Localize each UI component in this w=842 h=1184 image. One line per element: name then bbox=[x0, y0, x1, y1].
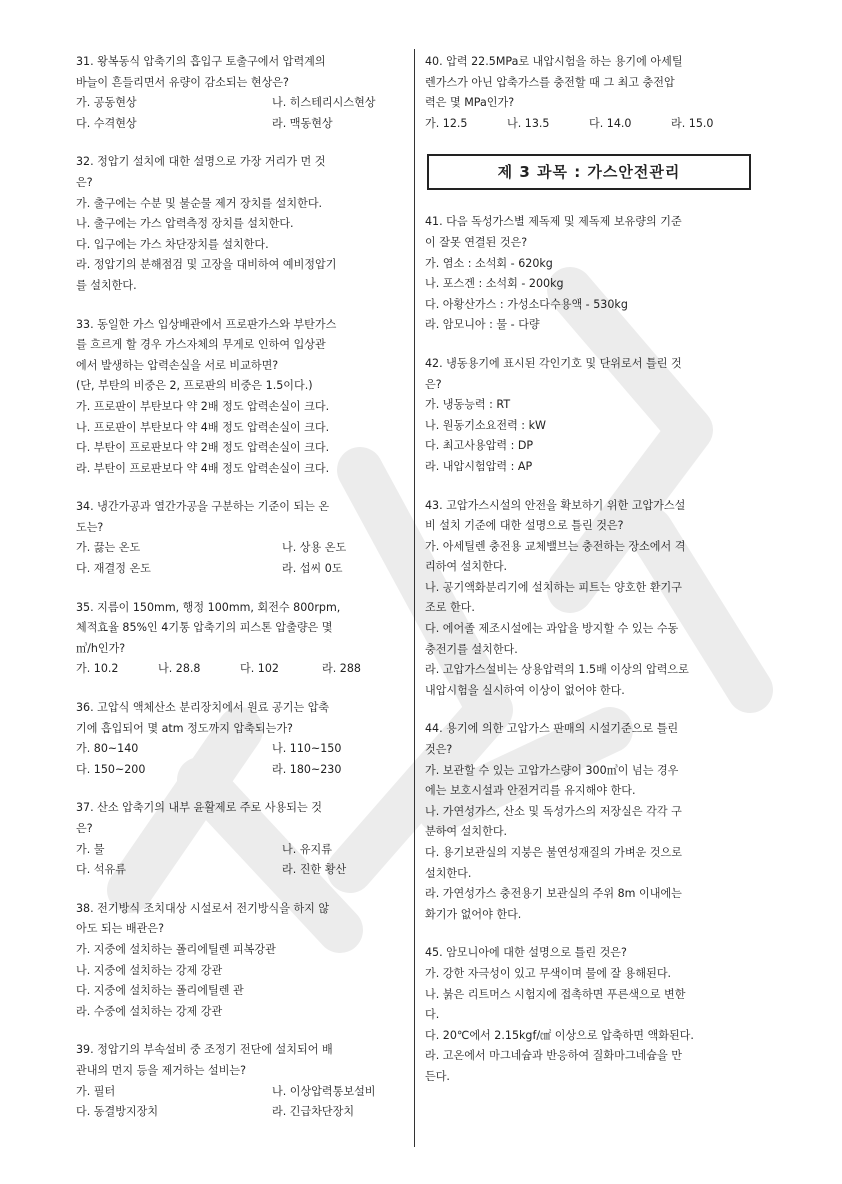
answer-option: 라. 288 bbox=[322, 662, 361, 676]
question bbox=[76, 598, 406, 680]
answer-option: 나. 지중에 설치하는 강제 강관 bbox=[76, 963, 223, 977]
answer-option: 라. 15.0 bbox=[671, 116, 714, 130]
question-line: 44. 용기에 의한 고압가스 판매의 시설기준으로 틀린 bbox=[425, 722, 679, 736]
question-line: 31. 왕복동식 압축기의 흡입구 토출구에서 압력계의 bbox=[76, 55, 326, 68]
question-text bbox=[76, 52, 406, 93]
question-text bbox=[76, 152, 406, 193]
question-text bbox=[76, 497, 406, 538]
question-line: 도는? bbox=[76, 520, 104, 534]
answer-option: 설치한다. bbox=[425, 866, 472, 880]
question-text bbox=[425, 212, 753, 253]
question-line: 36. 고압식 액체산소 분리장치에서 원료 공기는 압축 bbox=[76, 701, 330, 715]
question-line: 에서 발생하는 압력손실을 서로 비교하면? bbox=[76, 358, 279, 372]
question bbox=[76, 798, 406, 880]
options-row bbox=[76, 1102, 406, 1123]
answer-option: 나. 상용 온도 bbox=[282, 541, 347, 555]
question-line: 41. 다음 독성가스별 제독제 및 제독제 보유량의 기준 bbox=[425, 215, 682, 229]
answer-option: 다. 20℃에서 2.15kgf/㎠ 이상으로 압축하면 액화된다. bbox=[425, 1028, 694, 1042]
answer-option: 가. 출구에는 수분 및 불순물 제거 장치를 설치한다. bbox=[76, 196, 323, 210]
question-text bbox=[425, 943, 753, 964]
question-line: 은? bbox=[76, 175, 93, 189]
question-line: 은? bbox=[76, 822, 93, 835]
answer-option: 다. 재결정 온도 bbox=[76, 562, 151, 576]
question-line: 45. 암모니아에 대한 설명으로 틀린 것은? bbox=[425, 946, 627, 960]
answer-option: 다. 150~200 bbox=[76, 762, 146, 776]
question bbox=[425, 496, 753, 702]
options-row bbox=[76, 559, 406, 580]
options-row bbox=[76, 114, 406, 135]
question bbox=[425, 719, 753, 925]
answer-option: 충전기를 설치한다. bbox=[425, 642, 518, 656]
question-text bbox=[76, 899, 406, 940]
question-text bbox=[76, 1040, 406, 1081]
answer-option: 나. 28.8 bbox=[158, 662, 201, 676]
answer-option: 다. 아황산가스 : 가성소다수용액 - 530kg bbox=[425, 297, 628, 311]
answer-option: 다. 동결방지장치 bbox=[76, 1105, 159, 1119]
options-row bbox=[76, 659, 406, 680]
answer-option: 가. 끓는 온도 bbox=[76, 541, 141, 555]
answer-option: 라. 맥동현상 bbox=[272, 116, 333, 130]
answer-option: 나. 13.5 bbox=[507, 116, 550, 130]
question-line: 37. 산소 압축기의 내부 윤활제로 주로 사용되는 것 bbox=[76, 801, 322, 815]
question-line: 42. 냉동용기에 표시된 각인기호 및 단위로서 틀린 것 bbox=[425, 356, 682, 370]
question-line: (단, 부탄의 비중은 2, 프로판의 비중은 1.5이다.) bbox=[76, 379, 313, 393]
answer-option: 라. 가연성가스 충전용기 보관실의 주위 8m 이내에는 bbox=[425, 887, 682, 901]
answer-option: 라. 고온에서 마그네슘과 반응하여 질화마그네슘을 만 bbox=[425, 1049, 682, 1063]
answer-option: 라. 진한 황산 bbox=[282, 863, 347, 877]
answer-option: 라. 정압기의 분해점검 및 고장을 대비하여 예비정압기 bbox=[76, 258, 337, 272]
answer-option: 나. 가연성가스, 산소 및 독성가스의 저장실은 각각 구 bbox=[425, 804, 682, 818]
answer-option: 라. 내압시험압력 : AP bbox=[425, 459, 533, 473]
question-line: 34. 냉간가공과 열간가공을 구분하는 기준이 되는 온 bbox=[76, 500, 330, 514]
question-line: 바늘이 흔들리면서 유량이 감소되는 현상은? bbox=[76, 75, 289, 89]
column-divider bbox=[414, 49, 415, 1147]
options-row bbox=[76, 93, 406, 114]
options-row bbox=[425, 114, 753, 135]
question-line: 비 설치 기준에 대한 설명으로 틀린 것은? bbox=[425, 519, 624, 533]
answer-option: 다. bbox=[425, 1008, 440, 1022]
question-line: 아도 되는 배관은? bbox=[76, 922, 164, 936]
question-text bbox=[76, 798, 406, 839]
answer-option: 가. 냉동능력 : RT bbox=[425, 398, 511, 412]
answer-option: 나. 110~150 bbox=[272, 742, 342, 756]
question bbox=[425, 52, 753, 134]
answer-option: 라. 섭씨 0도 bbox=[282, 562, 343, 576]
answer-option: 다. 지중에 설치하는 폴리에틸렌 관 bbox=[76, 984, 244, 998]
question bbox=[425, 354, 753, 478]
answer-option: 다. 수격현상 bbox=[76, 116, 137, 130]
answer-option: 가. 12.5 bbox=[425, 116, 468, 130]
answer-option: 라. 수중에 설치하는 강제 강관 bbox=[76, 1004, 223, 1018]
answer-option: 를 설치한다. bbox=[76, 278, 137, 292]
answer-option: 든다. bbox=[425, 1069, 450, 1083]
question-text bbox=[425, 52, 753, 114]
question-text bbox=[76, 315, 406, 397]
answer-option: 나. 출구에는 가스 압력측정 장치를 설치한다. bbox=[76, 217, 294, 231]
question bbox=[425, 212, 753, 336]
answer-option: 다. 최고사용압력 : DP bbox=[425, 439, 534, 453]
question bbox=[76, 52, 406, 134]
options-row bbox=[76, 840, 406, 861]
section-title: 제 3 과목 : 가스안전관리 bbox=[427, 154, 751, 190]
question-text bbox=[76, 698, 406, 739]
answer-option: 가. 지중에 설치하는 폴리에틸렌 피복강관 bbox=[76, 942, 276, 956]
options-row bbox=[76, 760, 406, 781]
answer-option: 라. 긴급차단장치 bbox=[272, 1105, 355, 1119]
question-line: 렌가스가 아닌 압축가스를 충전할 때 그 최고 충전압 bbox=[425, 75, 675, 89]
answer-option: 다. 에어졸 제조시설에는 과압을 방지할 수 있는 수동 bbox=[425, 622, 679, 636]
question bbox=[76, 497, 406, 579]
options-row bbox=[76, 538, 406, 559]
answer-option: 가. 강한 자극성이 있고 무색이며 물에 잘 용해된다. bbox=[425, 966, 672, 980]
answer-option: 조로 한다. bbox=[425, 601, 475, 615]
question bbox=[76, 1040, 406, 1122]
answer-option: 내압시험을 실시하여 이상이 없어야 한다. bbox=[425, 683, 625, 697]
answer-option: 다. 석유류 bbox=[76, 863, 126, 877]
answer-option: 나. 공기액화분리기에 설치하는 피트는 양호한 환기구 bbox=[425, 580, 682, 594]
question-40-holder bbox=[425, 52, 753, 134]
question-text bbox=[425, 354, 753, 395]
answer-option: 가. 10.2 bbox=[76, 662, 119, 676]
answer-option: 다. 14.0 bbox=[589, 116, 632, 130]
answer-option: 가. 공동현상 bbox=[76, 96, 137, 110]
question-line: 35. 지름이 150mm, 행정 100mm, 회전수 800rpm, bbox=[76, 600, 341, 614]
question-line: 이 잘못 연결된 것은? bbox=[425, 235, 528, 249]
question bbox=[76, 152, 406, 296]
options-row bbox=[76, 739, 406, 760]
answer-option: 가. 염소 : 소석회 - 620kg bbox=[425, 256, 553, 270]
answer-option: 나. 이상압력통보설비 bbox=[272, 1084, 376, 1098]
answer-option: 리하여 설치한다. bbox=[425, 560, 508, 574]
question-line: 은? bbox=[425, 377, 442, 391]
question-line: 32. 정압기 설치에 대한 설명으로 가장 거리가 먼 것 bbox=[76, 155, 326, 169]
question-line: 기에 흡입되어 몇 atm 정도까지 압축되는가? bbox=[76, 721, 293, 735]
question bbox=[76, 899, 406, 1023]
question bbox=[76, 698, 406, 780]
answer-option: 다. 용기보관실의 지붕은 불연성재질의 가벼운 것으로 bbox=[425, 846, 682, 859]
answer-option: 나. 유지류 bbox=[282, 842, 332, 856]
left-column bbox=[76, 52, 406, 1141]
answer-option: 가. 물 bbox=[76, 842, 105, 856]
question-line: 것은? bbox=[425, 743, 453, 757]
answer-option: 가. 필터 bbox=[76, 1084, 116, 1098]
answer-option: 가. 80~140 bbox=[76, 742, 139, 756]
answer-option: 다. 입구에는 가스 차단장치를 설치한다. bbox=[76, 237, 269, 251]
question-line: 를 흐르게 할 경우 가스자체의 무게로 인하여 입상관 bbox=[76, 338, 326, 352]
right-column bbox=[425, 52, 753, 1106]
answer-option: 나. 붉은 리트머스 시험지에 접촉하면 푸른색으로 변한 bbox=[425, 987, 686, 1001]
answer-option: 라. 180~230 bbox=[272, 762, 342, 776]
question-text bbox=[425, 719, 753, 760]
question-line: 력은 몇 MPa인가? bbox=[425, 96, 515, 110]
question-line: 43. 고압가스시설의 안전을 확보하기 위한 고압가스설 bbox=[425, 498, 686, 512]
question-line: 관내의 먼지 등을 제거하는 설비는? bbox=[76, 1063, 247, 1077]
answer-option: 가. 아세틸렌 충전용 교체밸브는 충전하는 장소에서 격 bbox=[425, 539, 686, 553]
question-line: ㎥/h인가? bbox=[76, 641, 126, 655]
question-line: 체적효율 85%인 4기통 압축기의 피스톤 압출량은 몇 bbox=[76, 621, 333, 635]
question-line: 39. 정압기의 부속설비 중 조정기 전단에 설치되어 배 bbox=[76, 1043, 333, 1057]
answer-option: 가. 프로판이 부탄보다 약 2배 정도 압력손실이 크다. bbox=[76, 399, 330, 413]
options-row bbox=[76, 860, 406, 881]
answer-option: 라. 고압가스설비는 상용압력의 1.5배 이상의 압력으로 bbox=[425, 663, 689, 677]
question-line: 33. 동일한 가스 입상배관에서 프로판가스와 부탄가스 bbox=[76, 317, 337, 331]
right-questions bbox=[425, 212, 753, 1087]
options-row bbox=[76, 1082, 406, 1103]
answer-option: 라. 암모니아 : 물 - 다량 bbox=[425, 318, 540, 332]
answer-option: 다. 부탄이 프로판보다 약 2배 정도 압력손실이 크다. bbox=[76, 441, 330, 455]
question-line: 38. 전기방식 조치대상 시설로서 전기방식을 하지 않 bbox=[76, 901, 330, 915]
answer-option: 화기가 없어야 한다. bbox=[425, 907, 522, 921]
answer-option: 분하여 설치한다. bbox=[425, 825, 508, 839]
answer-option: 다. 102 bbox=[240, 662, 279, 676]
question-line: 40. 압력 22.5MPa로 내압시험을 하는 용기에 아세틸 bbox=[425, 55, 683, 68]
answer-option: 나. 프로판이 부탄보다 약 4배 정도 압력손실이 크다. bbox=[76, 420, 330, 434]
answer-option: 나. 포스겐 : 소석회 - 200kg bbox=[425, 277, 564, 291]
question bbox=[425, 943, 753, 1087]
answer-option: 라. 부탄이 프로판보다 약 4배 정도 압력손실이 크다. bbox=[76, 461, 330, 475]
question-text bbox=[425, 496, 753, 537]
question-text bbox=[76, 598, 406, 660]
answer-option: 나. 원동기소요전력 : kW bbox=[425, 418, 546, 432]
answer-option: 나. 히스테리시스현상 bbox=[272, 96, 376, 110]
answer-option: 에는 보호시설과 안전거리를 유지해야 한다. bbox=[425, 784, 636, 798]
answer-option: 가. 보관할 수 있는 고압가스량이 300㎥이 넘는 경우 bbox=[425, 763, 679, 777]
question bbox=[76, 315, 406, 480]
